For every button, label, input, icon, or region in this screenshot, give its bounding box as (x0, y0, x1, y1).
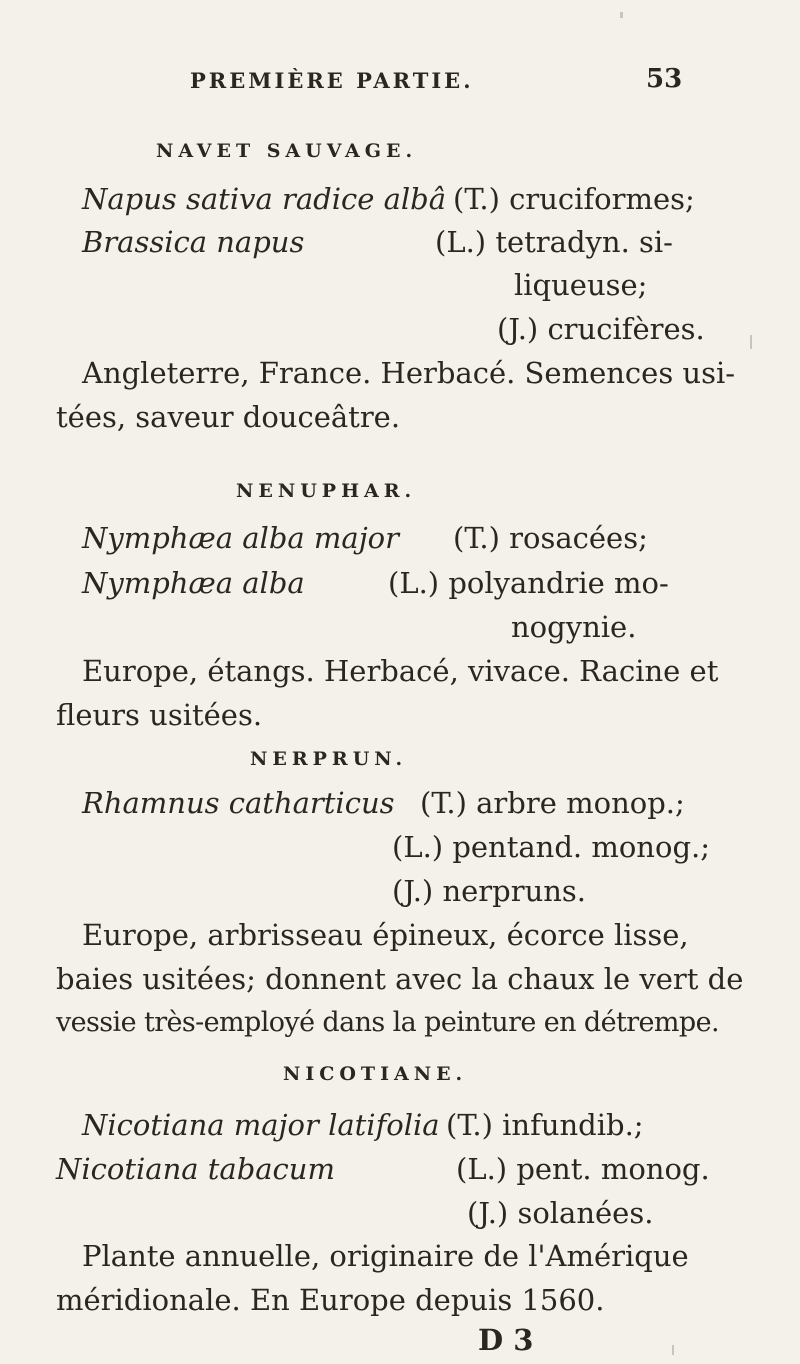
latin-name: Nymphæa alba major (82, 521, 400, 555)
classification-source: (L.) polyandrie mo- (388, 566, 669, 600)
latin-name: Rhamnus catharticus (82, 786, 395, 820)
running-title: PREMIÈRE PARTIE. (190, 68, 474, 93)
description-line: Plante annuelle, originaire de l'Amérique (82, 1239, 689, 1273)
latin-name: Brassica napus (82, 225, 305, 259)
classification-source: (J.) nerpruns. (392, 874, 587, 908)
signature-mark: D 3 (478, 1323, 534, 1357)
latin-name: Nymphæa alba (82, 566, 305, 600)
classification-source: (J.) solanées. (467, 1196, 654, 1230)
classification-source: (J.) crucifères. (497, 312, 705, 346)
description-line: Angleterre, France. Herbacé. Semences usi- (82, 356, 736, 390)
entry-heading-nicotiane: NICOTIANE. (283, 1063, 468, 1085)
latin-name: Nicotiana major latifolia (82, 1108, 440, 1142)
classification-source: (T.) infundib.; (446, 1108, 644, 1142)
classification-source: (L.) pent. monog. (456, 1152, 710, 1186)
description-line: méridionale. En Europe depuis 1560. (56, 1283, 605, 1317)
latin-name: Nicotiana tabacum (56, 1152, 335, 1186)
classification-source: (L.) tetradyn. si- (435, 225, 673, 259)
classification-source: (T.) rosacées; (453, 521, 648, 555)
entry-heading-nenuphar: NENUPHAR. (236, 480, 417, 502)
entry-heading-nerprun: NERPRUN. (250, 748, 408, 770)
classification-source: (T.) cruciformes; (453, 182, 695, 216)
print-speck (672, 1345, 674, 1355)
classification-source: (T.) arbre monop.; (420, 786, 685, 820)
latin-name: Napus sativa radice albâ (82, 182, 447, 216)
description-line: baies usitées; donnent avec la chaux le vert de (56, 962, 744, 996)
description-line: tées, saveur douceâtre. (56, 400, 401, 434)
classification-source: liqueuse; (514, 268, 648, 302)
description-line: fleurs usitées. (56, 698, 263, 732)
entry-heading-navet: NAVET SAUVAGE. (156, 140, 418, 162)
classification-source: (L.) pentand. monog.; (392, 830, 710, 864)
description-line: Europe, arbrisseau épineux, écorce lisse, (82, 918, 689, 952)
classification-source: nogynie. (511, 610, 637, 644)
print-speck (620, 12, 623, 18)
description-line: Europe, étangs. Herbacé, vivace. Racine et (82, 654, 719, 688)
print-speck (750, 335, 752, 349)
description-line: vessie très-employé dans la peinture en détrempe. (56, 1007, 719, 1038)
page-number: 53 (646, 64, 683, 94)
